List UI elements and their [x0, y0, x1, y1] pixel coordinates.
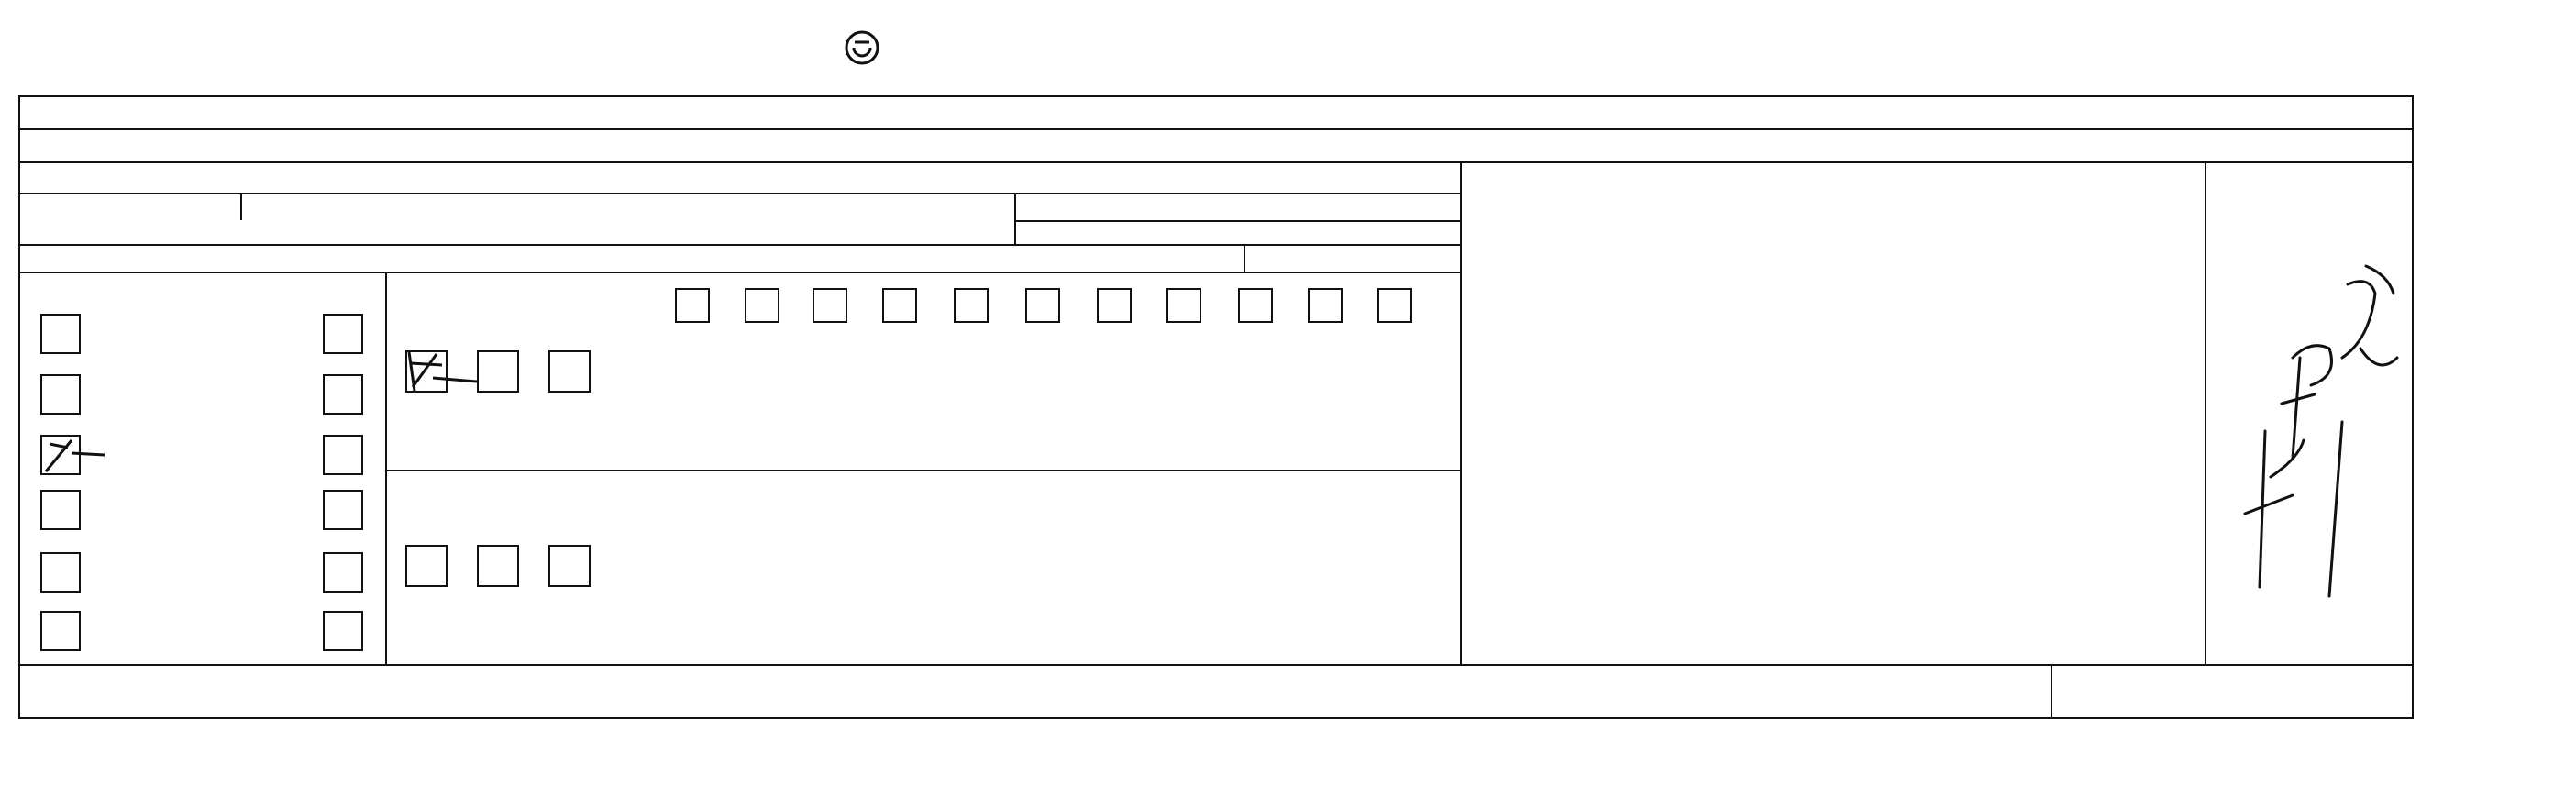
month-checkbox-second[interactable] [405, 545, 448, 587]
main-frame [18, 95, 2414, 719]
v1-checkbox[interactable] [40, 490, 81, 530]
month-checkbox-first[interactable] [477, 350, 519, 393]
v1-checkbox[interactable] [40, 314, 81, 354]
v1-checkbox[interactable] [40, 611, 81, 651]
month-checkbox-first[interactable] [405, 350, 448, 393]
v1-checkbox[interactable] [40, 435, 81, 475]
day-checkbox-first[interactable] [1097, 288, 1132, 323]
v1-checkbox[interactable] [40, 552, 81, 593]
certipostal-logo-icon [824, 28, 901, 83]
barcode [1497, 20, 2230, 86]
day-checkbox-first[interactable] [675, 288, 710, 323]
v2-checkbox[interactable] [323, 552, 363, 593]
day-checkbox-first[interactable] [1238, 288, 1273, 323]
month-checkbox-second[interactable] [548, 545, 591, 587]
day-checkbox-first[interactable] [954, 288, 989, 323]
day-checkbox-first[interactable] [1377, 288, 1412, 323]
day-checkbox-first[interactable] [1166, 288, 1201, 323]
handwritten-observation [2205, 248, 2414, 633]
day-checkbox-first[interactable] [1308, 288, 1343, 323]
v1-checkbox[interactable] [40, 374, 81, 415]
v2-checkbox[interactable] [323, 314, 363, 354]
day-checkbox-first[interactable] [1025, 288, 1060, 323]
v2-checkbox[interactable] [323, 611, 363, 651]
day-checkbox-first[interactable] [813, 288, 847, 323]
v2-checkbox[interactable] [323, 374, 363, 415]
day-checkbox-first[interactable] [745, 288, 779, 323]
day-checkbox-first[interactable] [882, 288, 917, 323]
v2-checkbox[interactable] [323, 435, 363, 475]
month-checkbox-second[interactable] [477, 545, 519, 587]
v2-checkbox[interactable] [323, 490, 363, 530]
month-checkbox-first[interactable] [548, 350, 591, 393]
